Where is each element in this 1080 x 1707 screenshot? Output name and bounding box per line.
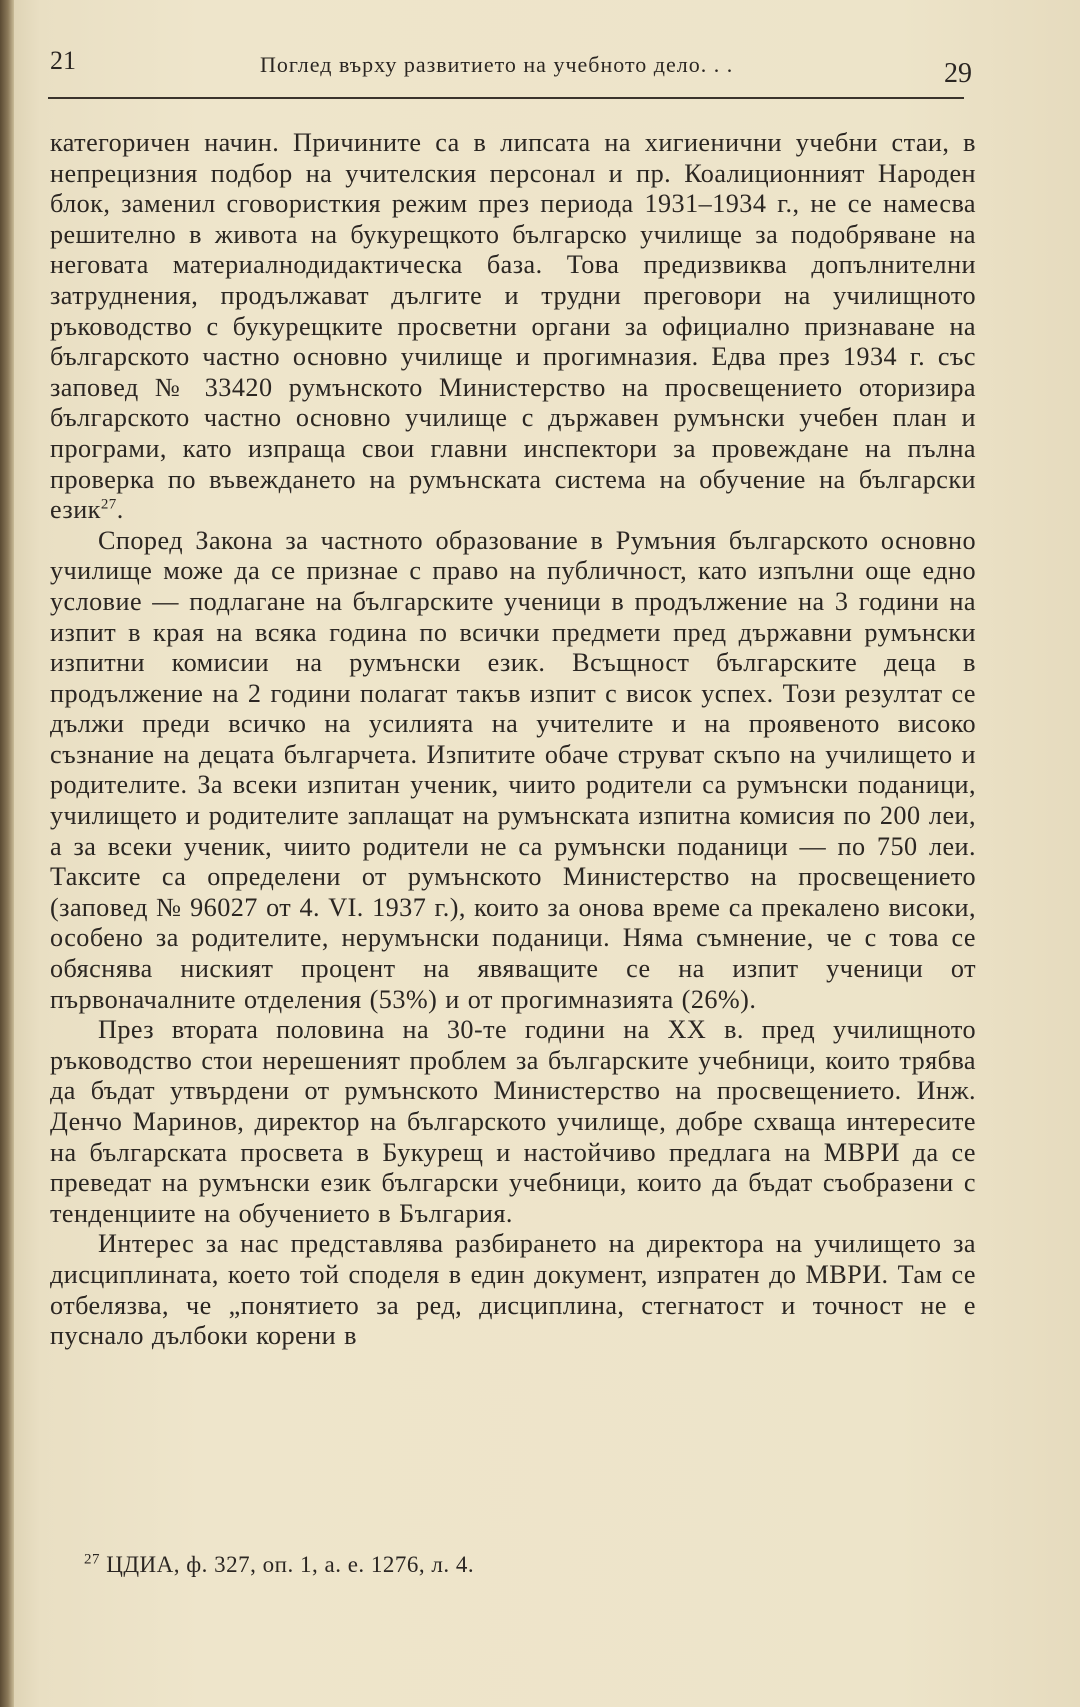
running-title: Поглед върху развитието на учебното дело. . .	[260, 52, 734, 77]
header-rule	[48, 97, 964, 99]
paragraph-1	[50, 128, 976, 526]
book-spine-shadow	[0, 0, 14, 1707]
footnote-number: 27	[84, 1551, 100, 1568]
paragraph-4: Интерес за нас представлява разбирането на директора на училището за дисциплината, което той споделя в един документ, изпратен до МВРИ. Там се отбелязва, че „понятието за ред, дисциплина, стегнатост и точност не е пуснало дълбоки корени в	[50, 1229, 976, 1351]
paragraph-1-end: .	[116, 495, 124, 525]
page-number-left: 21	[50, 46, 76, 75]
paragraph-2: Според Закона за частното образование в Румъния българското основно училище може да се признае с право на публичност, като изпълни още едно условие — подлагане на българските ученици в продължение на 3 години на изпит в края на всяка година по всички предмети пред държавни румънски изпитни комисии на румънски език. Всъщност българските деца в продължение на 2 години полагат такъв изпит с висок успех. Този резултат се дължи преди всичко на усилията на учителите и на проявеното високо съзнание на децата българчета. Изпитите обаче струват скъпо на училището и родителите. За всеки изпитан ученик, чиито родители са румънски поданици, училището и родителите заплащат на румънската изпитна комисия по 200 леи, а за всеки ученик, чиито родители не са румънски поданици — по 750 леи. Таксите са определени от румънското Министерство на просвещението (заповед № 96027 от 4. VI. 1937 г.), които за онова време са прекалено високи, особено за родителите, нерумънски поданици. Няма съмнение, че с това се обяснява ниският процент на явяващите се на изпит ученици от първоначалните отделения (53%) и от прогимназията (26%).	[50, 525, 976, 1014]
footnote-ref-27[interactable]: 27	[100, 496, 117, 513]
paragraph-1-text: категоричен начин. Причините са в липсата на хигиенични учебни стаи, в непрецизния подбор на учителския персонал и пр. Коалиционният Народен блок, заменил сговористкия режим през периода 1931–1934 г., не се намесва решително в живота на букурещкото българско училище за подобряване на неговата материалнодидактическа база. Това предизвиква допълнителни затруднения, продължават дългите и трудни преговори на училищното ръководство с букурещките просветни органи за официално признаване на българското частно основно училище и прогимназия. Едва през 1934 г. със заповед № 33420 румънското Министерство на просвещението оторизира българското частно основно училище с държавен румънски учебен план и програми, като изпраща свои главни инспектори за провеждане на пълна проверка по въвеждането на румънската система на обучение на български език	[50, 128, 976, 525]
footnote-text: ЦДИА, ф. 327, оп. 1, а. е. 1276, л. 4.	[106, 1552, 475, 1577]
page-number-right: 29	[944, 58, 972, 89]
body-text	[50, 128, 976, 1352]
page-header	[50, 42, 1000, 92]
paragraph-3: През втората половина на 30-те години на XX в. пред училищното ръководство стои нерешеният проблем за българските учебници, които трябва да бъдат утвърдени от румънското Министерство на просвещението. Инж. Денчо Маринов, директор на българското училище, добре схваща интересите на българската просвета в Букурещ и настойчиво предлага на МВРИ да се преведат на румънски език български учебници, които да бъдат съобразени с тенденциите на обучението в България.	[50, 1015, 976, 1228]
footnote	[84, 1552, 474, 1578]
